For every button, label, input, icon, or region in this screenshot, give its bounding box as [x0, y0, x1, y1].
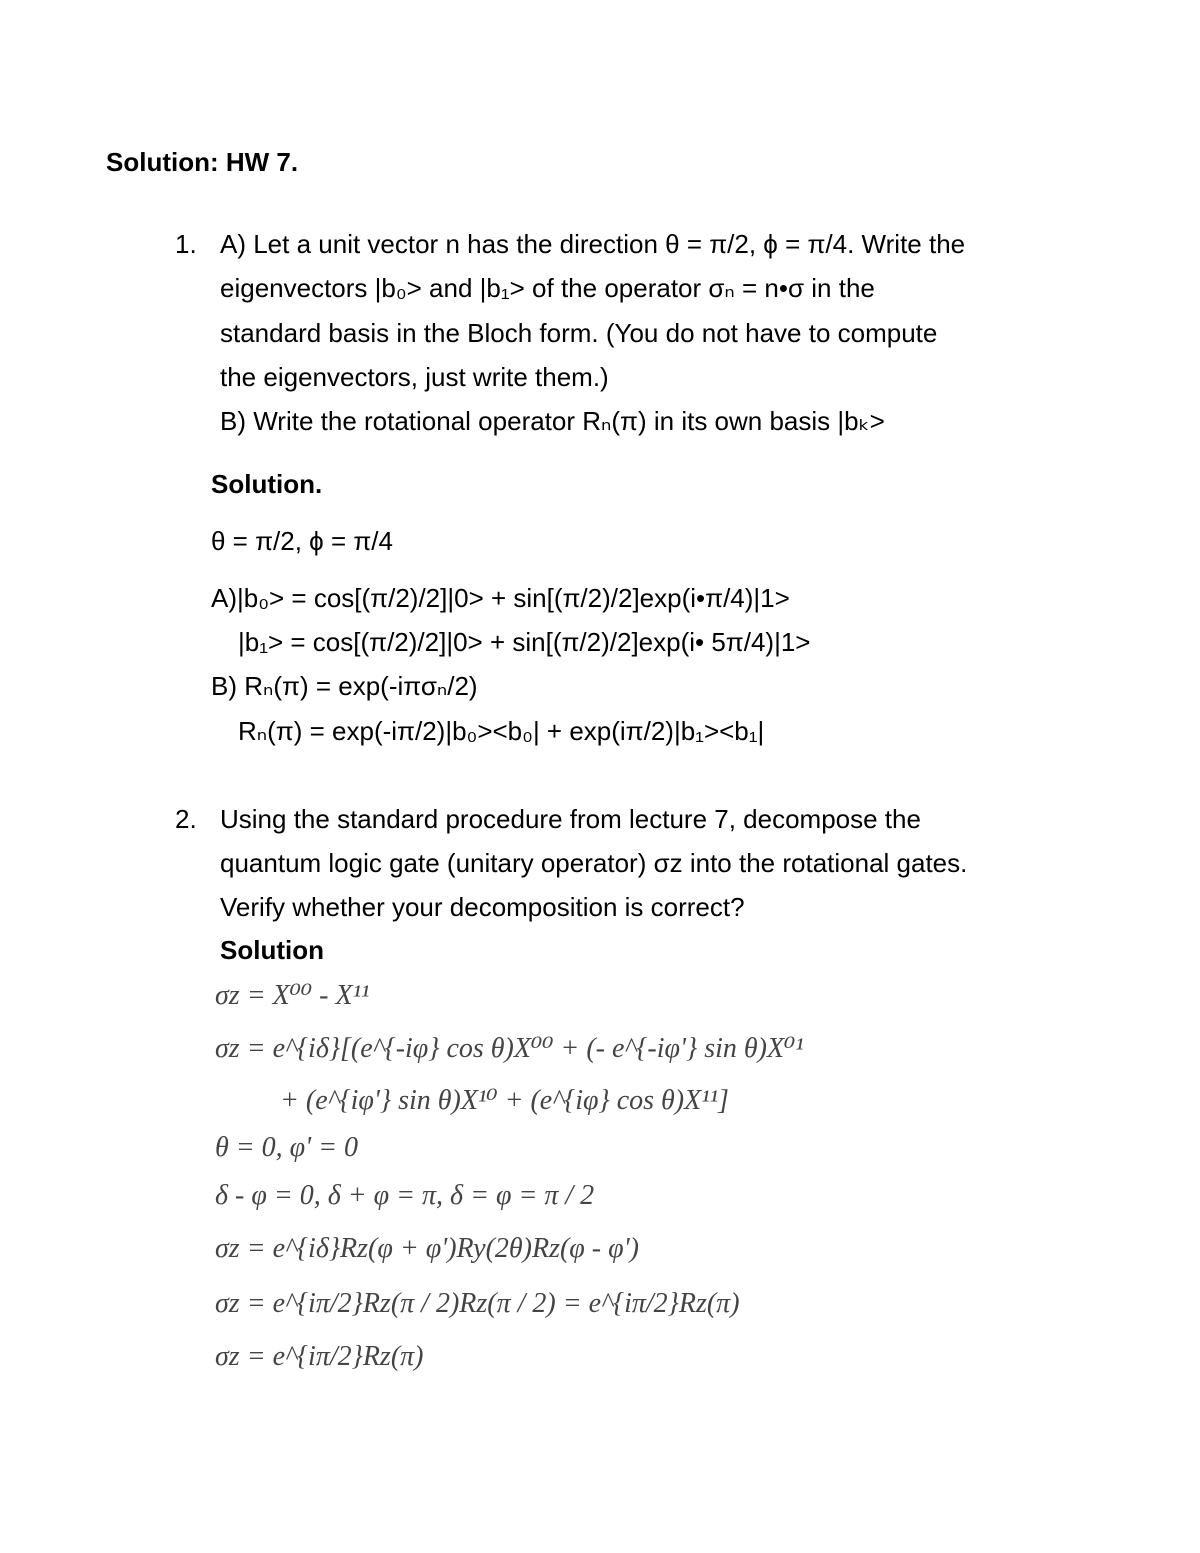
q1-answer-b-1: B) Rₙ(π) = exp(-iπσₙ/2)	[211, 671, 478, 701]
q2-solution-label: Solution	[220, 935, 324, 965]
q2-line-2: quantum logic gate (unitary operator) σz into the rotational gates.	[220, 848, 968, 878]
equation-4: θ = 0, φ' = 0	[215, 1132, 359, 1163]
q1-answer-b-2: Rₙ(π) = exp(-iπ/2)|b₀><b₀| + exp(iπ/2)|b₁><b₁|	[238, 716, 765, 746]
q1-angles: θ = π/2, ϕ = π/4	[211, 526, 393, 556]
equation-8: σz = e^{iπ/2}Rz(π)	[215, 1341, 424, 1372]
q1-answer-a-1: A)|b₀> = cos[(π/2)/2]|0> + sin[(π/2)/2]exp(i•π/4)|1>	[211, 583, 790, 613]
q2-line-1: Using the standard procedure from lecture 7, decompose the	[220, 804, 921, 834]
equation-6: σz = e^{iδ}Rz(φ + φ')Ry(2θ)Rz(φ - φ')	[215, 1233, 639, 1264]
q1-line-1: A) Let a unit vector n has the direction θ = π/2, ϕ = π/4. Write the	[220, 229, 966, 259]
q2-number: 2.	[175, 804, 197, 834]
q1-answer-a-2: |b₁> = cos[(π/2)/2]|0> + sin[(π/2)/2]exp(i• 5π/4)|1>	[238, 627, 811, 657]
equation-5: δ - φ = 0, δ + φ = π, δ = φ = π / 2	[215, 1180, 595, 1211]
equation-7: σz = e^{iπ/2}Rz(π / 2)Rz(π / 2) = e^{iπ/2}Rz(π)	[215, 1288, 740, 1319]
q1-number: 1.	[175, 229, 197, 259]
q1-line-5: B) Write the rotational operator Rₙ(π) in its own basis |bₖ>	[220, 406, 885, 436]
q1-line-4: the eigenvectors, just write them.)	[220, 362, 609, 392]
q1-line-3: standard basis in the Bloch form. (You do not have to compute	[220, 318, 938, 348]
q1-line-2: eigenvectors |b₀> and |b₁> of the operator σₙ = n•σ in the	[220, 273, 875, 303]
equation-3: + (e^{iφ'} sin θ)X¹⁰ + (e^{iφ} cos θ)X¹¹]	[280, 1085, 729, 1116]
q1-solution-label: Solution.	[211, 469, 323, 499]
equation-1: σz = X⁰⁰ - X¹¹	[215, 980, 370, 1011]
q2-line-3: Verify whether your decomposition is correct?	[220, 892, 745, 922]
page-title: Solution: HW 7.	[106, 147, 299, 177]
equation-2: σz = e^{iδ}[(e^{-iφ} cos θ)X⁰⁰ + (- e^{-iφ'} sin θ)X⁰¹	[215, 1033, 804, 1064]
